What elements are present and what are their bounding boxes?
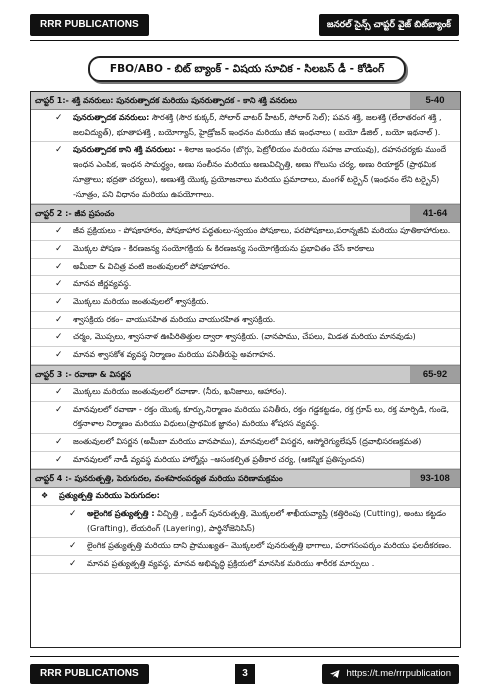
chapter-pages: 65-92 <box>410 366 460 383</box>
item-text: మానవులలో రవాణా - రక్తం యొక్క కూర్పు,నిర్మాణం మరియు పనితీరు, రక్తం గడ్డకట్టడం, రక్త గ్రూప్ లు, రక్త మార్పిడి, గుండె, రక్తనాళాల నిర్మాణం మరియు విధులు(ప్రాథమిక జ్ఞానం) మరియు శోషరస వ్యవస్థ. <box>73 404 450 429</box>
item-heading: అలైంగిక ప్రత్యుత్పత్తి : <box>87 509 155 519</box>
list-item <box>31 110 460 142</box>
checkmark-icon: ✓ <box>69 509 77 520</box>
checkmark-icon: ✓ <box>55 145 63 156</box>
chapter-pages: 5-40 <box>410 92 460 109</box>
chapter-title: చాప్టర్ 4 :- పునరుత్పత్తి, పెరుగుదల, వంశపారంపర్యత మరియు పరిణామక్రమం <box>35 474 283 484</box>
checkmark-icon: ✓ <box>55 226 63 237</box>
checkmark-icon: ✓ <box>55 297 63 308</box>
item-text: జంతువులలో విసర్జన (అమీబా మరియు వానపాము), మానవులలో విసర్జన, ఆస్మోరెగ్యులేషన్ (ద్రవాభిసరణక్రమత) <box>73 436 422 446</box>
checkmark-icon: ✓ <box>55 332 63 343</box>
checkmark-icon: ✓ <box>55 113 63 123</box>
item-text: అమీబా & విచిత్ర వంటి జంతువులలో పోషకాహారం. <box>73 261 231 271</box>
checkmark-icon: ✓ <box>55 279 63 290</box>
footer-rule <box>30 656 459 657</box>
item-text: చర్మం, మొప్పలు, శ్వాసనాళ ఊపిరితిత్తుల ద్వారా శ్వాసక్రియ. (వానపాము, చేపలు, మిడత మరియు మానవుడు) <box>73 332 416 342</box>
chapter-title: చాప్టర్ 3 :- రవాణా & విసర్జన <box>35 369 132 379</box>
list-item <box>31 241 460 259</box>
list-item <box>31 384 460 402</box>
telegram-link[interactable] <box>322 664 459 684</box>
chapter-title: చాప్టర్ 2 :- జీవ ప్రపంచం <box>35 209 115 219</box>
page-title: FBO/ABO - బిట్ బ్యాంక్ - విషయ సూచిక - సిలబస్ డీ - కోడింగ్ <box>88 56 406 82</box>
list-item <box>31 538 460 556</box>
list-item <box>31 294 460 312</box>
item-text: సౌరశక్తి (సౌర కుక్కర్, సోలార్ వాటర్ హీటర్, సోలార్ సెల్); పవన శక్తి, జలశక్తి (లేలాతరంగ శక్తి , జలవిద్యుత్), భూతాపశక్తి , బయోగ్యాస్, హైడ్రోజన్ ఇంధనం మరియు జీవ ఇంధనాలు ( బయో డీజిల్ , బయో ఇథనాల్ ). <box>73 113 442 137</box>
list-item <box>31 276 460 294</box>
section-heading-text: ప్రత్యుత్పత్తి మరియు పెరుగుదల: <box>59 491 160 501</box>
contents-table <box>30 91 461 648</box>
item-text: మానవులలో నాడీ వ్యవస్థ మరియు హార్మోన్లు –అసంకల్పిత ప్రతీకార చర్య, (ఆకస్మిక ప్రతిస్పందన) <box>73 454 365 464</box>
list-item <box>31 312 460 330</box>
list-item <box>31 506 460 538</box>
item-text: శ్వాసక్రియ రకం– వాయుసహిత మరియు వాయురహిత శ్వాసక్రియ. <box>73 314 276 324</box>
item-text: మొక్కలు మరియు జంతువులలో రవాణా. (నీరు, ఖనిజాలు, ఆహారం). <box>73 386 287 396</box>
item-text: జీవ ప్రక్రియలు - పోషకాహారం, పోషకాహార పద్ధతులు-స్వయం పోషకాలు, పరపోషకాలు,పరాన్నజీవి మరియు పూతికాహారులు. <box>73 226 451 236</box>
item-text: మొక్కల పోషణ - కిరణజన్య సంయోగక్రియ & కిరణజన్య సంయోగక్రియను ప్రభావితం చేసే కారకాలు <box>73 243 375 253</box>
item-heading: పునరుత్పాదక వనరులు: <box>73 113 150 122</box>
list-item <box>31 556 460 574</box>
list-item <box>31 223 460 241</box>
list-item <box>31 347 460 365</box>
checkmark-icon: ✓ <box>69 559 77 570</box>
chapter-header <box>31 204 460 223</box>
book-title: జనరల్ సైన్స్ చాప్టర్ వైజ్ బిట్‌బ్యాంక్ <box>319 14 459 36</box>
list-item <box>31 259 460 277</box>
checkmark-icon: ✓ <box>55 261 63 272</box>
diamond-bullet-icon: ❖ <box>41 491 49 501</box>
item-text: మొక్కలు మరియు జంతువులలో శ్వాసక్రియ. <box>73 297 209 307</box>
item-text: శిలాజ ఇంధనం (బొగ్గు, పెట్రోలియం మరియు సహజ వాయువు), దహనచర్యకు ముందే ఇంధన ఎంపిక, ఇంధన సామర్థ్యం, అణు సంలీనం మరియు అణువిచ్ఛిత్తి, అణు గొలుసు చర్య, అణు రియాక్టర్ (ప్రాథమిక సూత్రాలు; భద్రతా చర్యలు), అణుశక్తి యొక్క ప్రయోజనాలు మరియు ప్రమాదాలు, మంగళ్ టర్బైన్ (ఇంధనం లేని టర్బైన్) -సూత్రం, పని విధానం మరియు ఉపయోగాలు. <box>73 145 447 199</box>
chapter-pages: 41-64 <box>410 205 460 222</box>
checkmark-icon: ✓ <box>55 436 63 447</box>
chapter-title: చాప్టర్ 1:- శక్తి వనరులు: పునరుత్పాదక మరియు పునరుత్పాదక - కాని శక్తి వనరులు <box>35 96 297 105</box>
checkmark-icon: ✓ <box>55 404 63 415</box>
header-rule <box>30 40 459 41</box>
item-text: మానవ ప్రత్యుత్పత్తి వ్యవస్థ, మానవ అభివృద్ధి ప్రక్రియలో మానసిక మరియు శారీరక మార్పులు . <box>87 559 375 569</box>
footer-publisher: RRR PUBLICATIONS <box>30 664 149 684</box>
telegram-icon <box>329 668 341 680</box>
header <box>30 14 459 36</box>
item-text: విచ్ఛిత్తి , బడ్డింగ్ పునరుత్పత్తి, మొక్కలలో శాఖీయవ్యాప్తి (కత్తిరింపు (Cutting), అంటు కట్టడం (Grafting), లేయరింగ్ (Layering), పార్థినోజెనిసిస్) <box>87 509 446 533</box>
item-text: మానవ జీర్ణవ్యవస్థ. <box>73 279 132 289</box>
list-item <box>31 329 460 347</box>
item-text: లైంగిక ప్రత్యుత్పత్తి మరియు దాని ప్రాముఖ్యత– మొక్కలలో పునరుత్పత్తి భాగాలు, పరాగసంపర్కం మరియు ఫలదీకరణం. <box>87 541 452 551</box>
checkmark-icon: ✓ <box>55 243 63 254</box>
section-heading <box>31 488 460 506</box>
chapter-header <box>31 365 460 384</box>
checkmark-icon: ✓ <box>55 314 63 325</box>
telegram-link-text: https://t.me/rrrpublication <box>346 668 451 679</box>
chapter-header <box>31 469 460 488</box>
chapter-header <box>31 92 460 110</box>
checkmark-icon: ✓ <box>55 350 63 361</box>
list-item <box>31 142 460 204</box>
publisher-badge: RRR PUBLICATIONS <box>30 14 149 36</box>
list-item <box>31 452 460 470</box>
checkmark-icon: ✓ <box>55 454 63 465</box>
page-number: 3 <box>235 664 255 684</box>
checkmark-icon: ✓ <box>55 386 63 397</box>
item-text: మానవ శ్వాసకోశ వ్యవస్థ నిర్మాణం మరియు పనితీరుపై అవగాహన. <box>73 350 276 360</box>
chapter-pages: 93-108 <box>410 470 460 487</box>
list-item <box>31 402 460 434</box>
checkmark-icon: ✓ <box>69 541 77 552</box>
item-heading: పునరుత్పాదక కాని శక్తి వనరులు: - <box>73 145 182 155</box>
list-item <box>31 434 460 452</box>
